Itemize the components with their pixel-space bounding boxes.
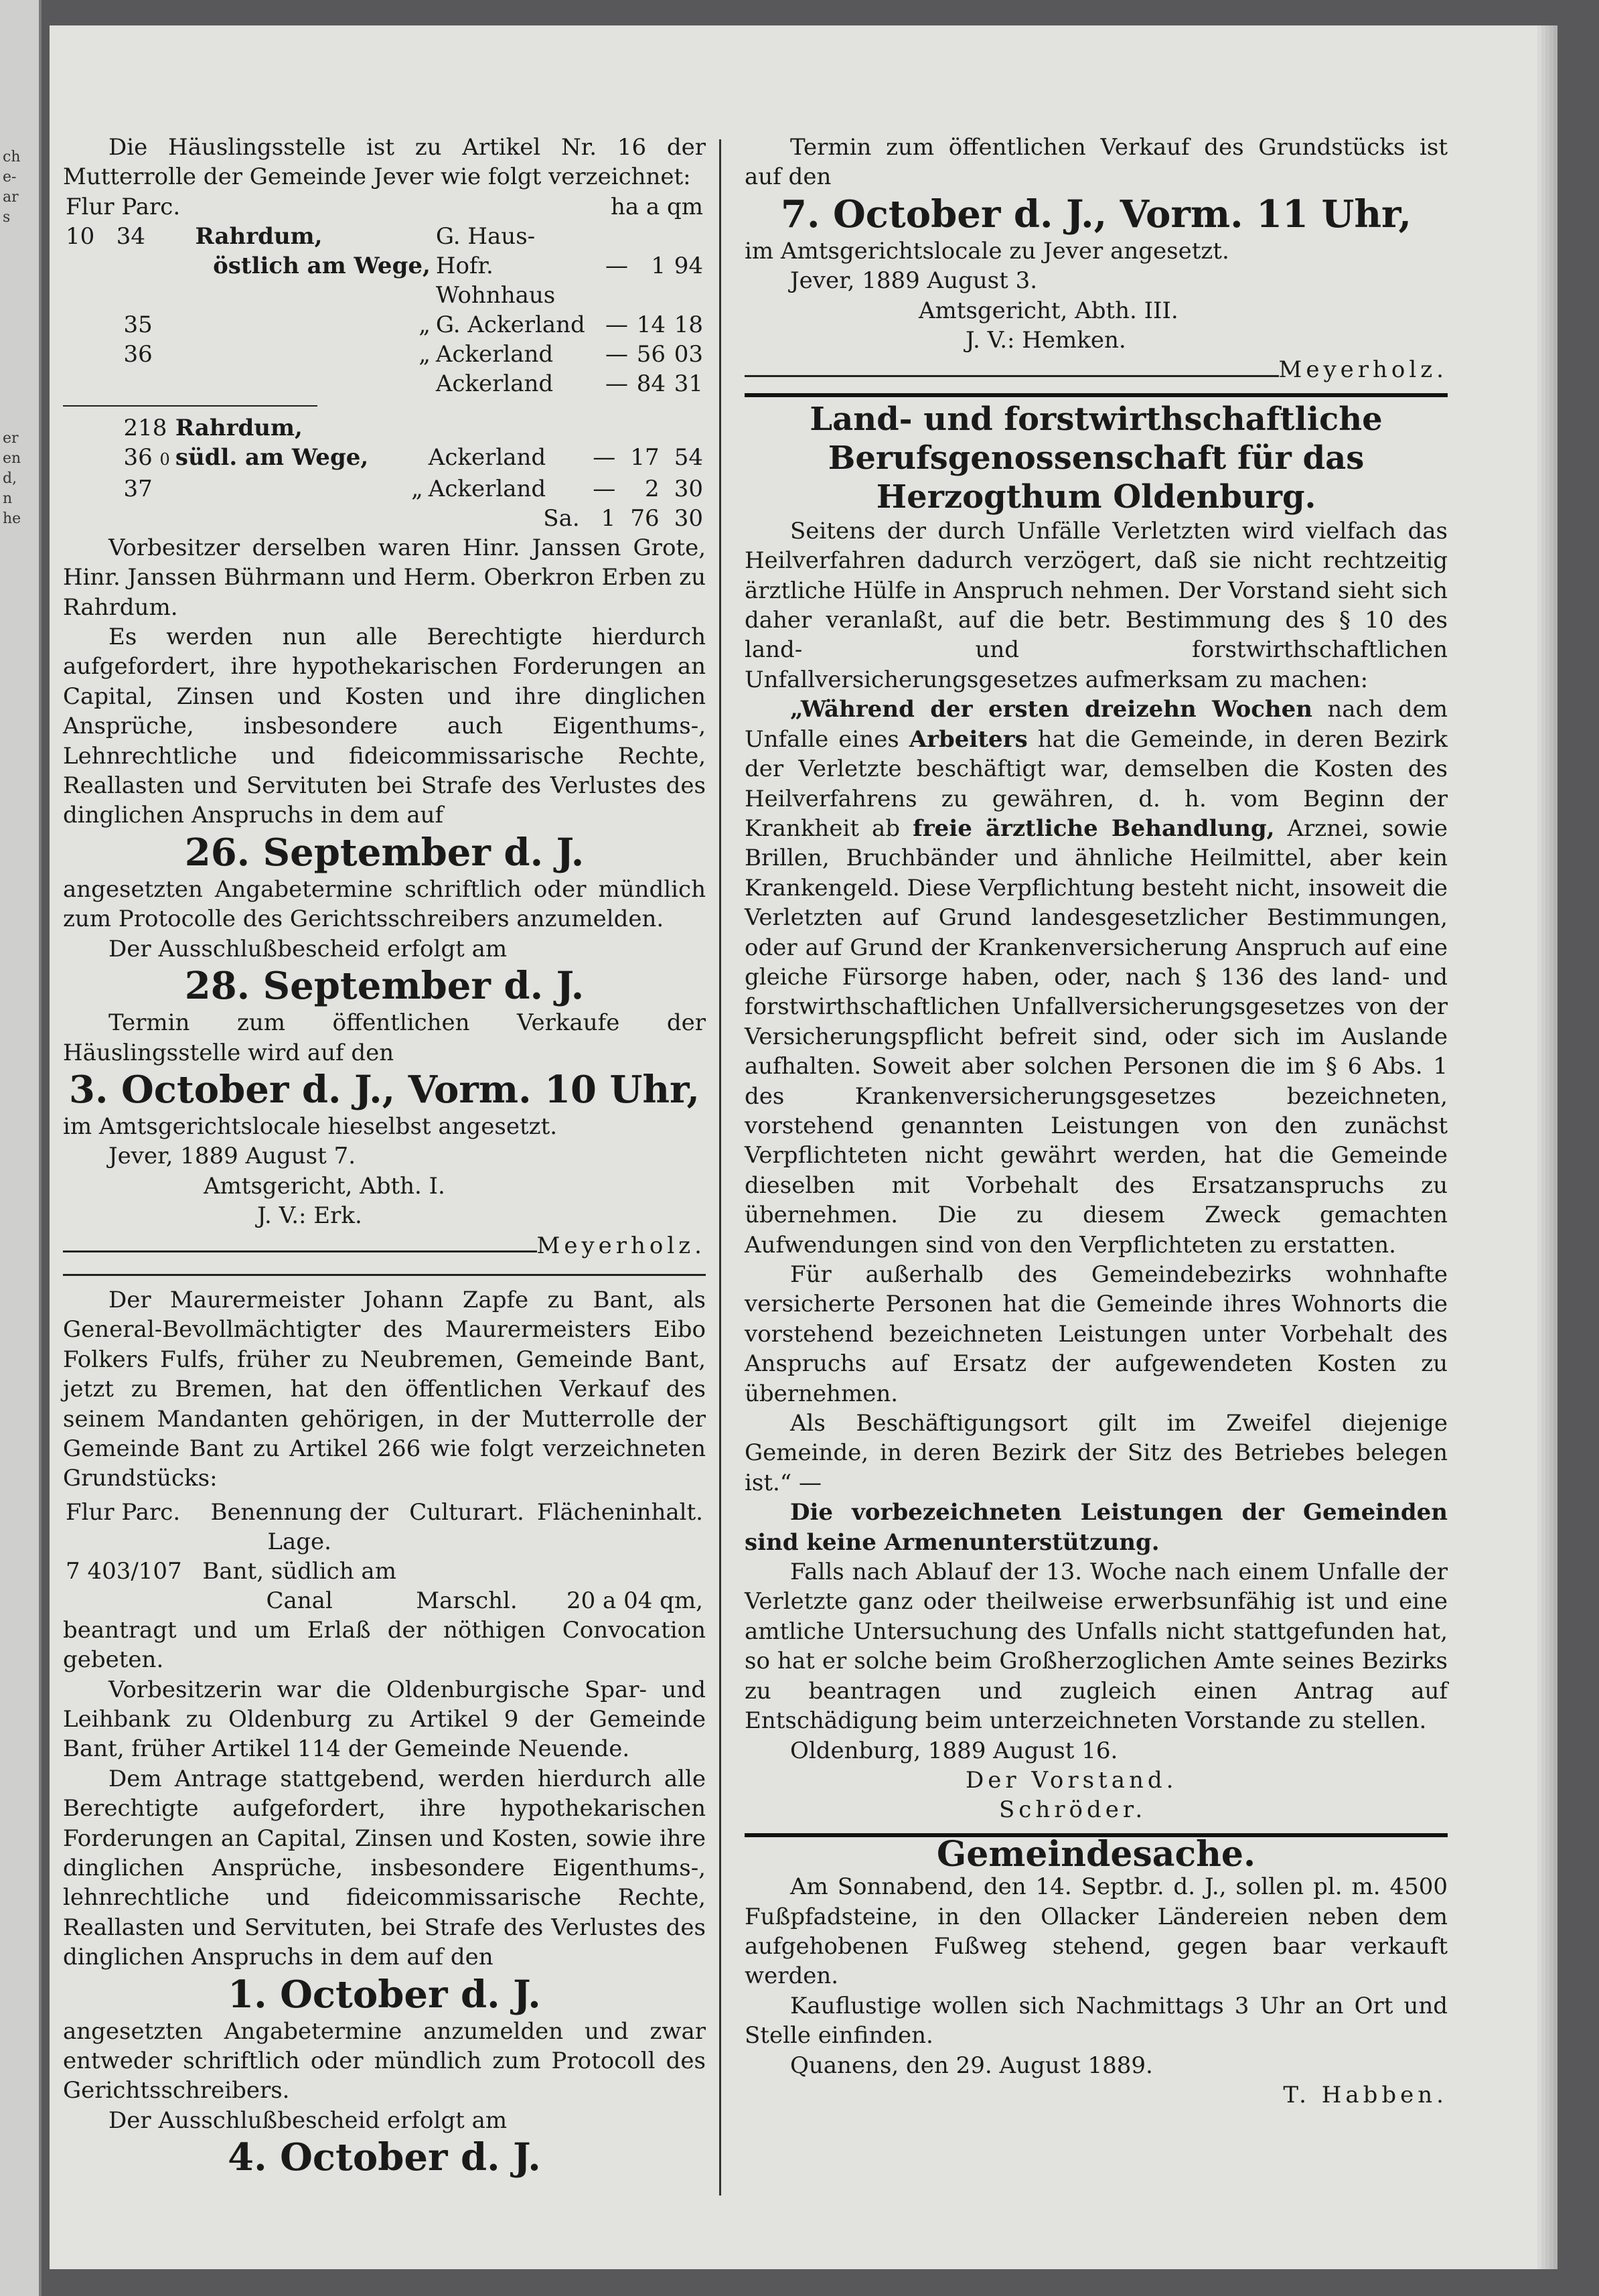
kultur-cell: Ackerland: [435, 370, 554, 397]
signature: J. V.: Hemken.: [966, 327, 1126, 354]
signature: T. Habben.: [1283, 2081, 1448, 2108]
date-heading: 1. October d. J.: [228, 1972, 541, 2017]
place-date: Jever, 1889 August 7.: [108, 1143, 356, 1170]
a-cell: 84: [636, 370, 666, 397]
qm-cell: 03: [674, 340, 703, 368]
section-divider: [63, 1274, 706, 1276]
lage-cell: „: [411, 475, 423, 502]
parc-cell: 35: [123, 311, 153, 338]
edge-fragment: er: [3, 430, 19, 447]
table-header-row: [63, 1498, 706, 1557]
court-name: Amtsgericht, Abth. III.: [919, 297, 1178, 324]
kultur-cell: Marschl.: [416, 1587, 518, 1614]
parc-cell: 36: [123, 443, 153, 471]
lage-cell: östlich am Wege,: [213, 252, 431, 279]
table-row: [63, 251, 706, 281]
notice-gemeindesache: [745, 1833, 1448, 2110]
paragraph: Der Maurermeister Johann Zapfe zu Bant, als General-Bevollmächtigter des Maurermeisters Eibo Folkers Fulfs, früher zu Neubremen, Gemeinde Bant, jetzt zu Bremen, hat den öffentlichen Verkauf des seinem Mandanten gehörigen, in der Mutterrolle der Gemeinde Bant zu Artikel 266 wie folgt verzeichneten Grundstücks:: [63, 1286, 706, 1492]
text-run: nach dem Unfalle eines: [745, 696, 1448, 753]
clerk-name: Meyerholz.: [1278, 356, 1448, 384]
paragraph: Vorbesitzer derselben waren Hinr. Janssen Grote, Hinr. Janssen Bührmann und Herm. Oberkron Erben zu Rahrdum.: [63, 534, 706, 621]
a-cell: 2: [644, 475, 660, 502]
parcel-table: [63, 192, 706, 399]
place-date: Quanens, den 29. August 1889.: [790, 2052, 1153, 2079]
lage-cell: „: [418, 340, 431, 368]
notice-berufsgenossenschaft: [745, 400, 1448, 1825]
paragraph: im Amtsgerichtslocale hieselbst angesetzt.: [63, 1113, 558, 1140]
parc-cell: 7 403/107: [66, 1557, 182, 1585]
table-header: Flächeninhalt.: [537, 1498, 703, 1526]
lage-cell: Rahrdum,: [175, 414, 303, 441]
edge-fragment: n: [3, 490, 13, 507]
ha-cell: —: [593, 475, 616, 502]
table-row: [63, 1586, 706, 1616]
kultur-cell: Ackerland: [428, 475, 546, 502]
adjacent-page-edge: [0, 0, 42, 2296]
qm-cell: 94: [674, 252, 703, 279]
fraction-mark: 0: [159, 449, 170, 469]
table-row: [63, 222, 706, 251]
paragraph: Seitens der durch Unfälle Verletzten wird vielfach das Heilverfahren dadurch verzögert, daß sie nicht rechtzeitig ärztliche Hülfe in Anspruch nehmen. Der Vorstand sieht sich daher veranlaßt, auf die betr. Bestimmung des § 10 des land- und forstwirthschaftlichen Unfallversicherungsgesetzes aufmerksam zu machen:: [745, 517, 1448, 693]
notice-jever-haeuslingsstelle: [63, 133, 706, 1261]
table-row: [63, 369, 706, 399]
ha-cell: —: [605, 252, 629, 279]
notice-bant-grundstueck: [63, 1285, 706, 2179]
paragraph: Der Ausschlußbescheid erfolgt am: [108, 935, 508, 962]
kultur-cell: Ackerland: [435, 340, 554, 368]
parcel-table-2: [63, 413, 706, 533]
sum-label: Sa.: [543, 504, 580, 532]
edge-fragment: he: [3, 510, 21, 527]
a-cell: 76: [630, 504, 660, 532]
date-heading: 28. September d. J.: [184, 964, 585, 1009]
clerk-name: Meyerholz.: [536, 1232, 706, 1259]
edge-fragment: s: [3, 209, 11, 226]
table-row: [63, 1557, 706, 1586]
a-cell: 1: [651, 252, 666, 279]
edge-fragment: d,: [3, 470, 17, 487]
paragraph: Termin zum öffentlichen Verkaufe der Häuslingsstelle wird auf den: [63, 1009, 706, 1066]
text-run: Arznei, sowie Brillen, Bruchbänder und ähnliche Heilmittel, aber kein Krankengeld. Diese Verpflichtung besteht nicht, insoweit die Verletzten auf Grund landesgesetzlicher Bestimmungen, oder auf Grund der Krankenversicherung Anspruch auf eine gleiche Fürsorge haben, oder, nach § 136 des land- und forstwirthschaftlichen Unfallversicherungsgesetzes von der Versicherungspflicht befreit sind, oder sich im Auslande aufhalten. Soweit aber solchen Personen die im § 6 Abs. 1 des Krankenversicherungsgesetzes bezeichneten, vorstehend genannten Leistungen von den zunächst Verpflichteten nicht gewährt werden, hat die Gemeinde dieselben mit Vorbehalt des Ersatzanspruchs zu übernehmen. Die zu diesem Zweck gemachten Aufwendungen sind von den Verpflichteten zu erstatten.: [745, 814, 1448, 1259]
table-header: Flur Parc.: [66, 1498, 181, 1526]
paragraph: Termin zum öffentlichen Verkauf des Grundstücks ist auf den: [745, 134, 1448, 191]
notice-intro: Die Häuslingsstelle ist zu Artikel Nr. 16 der Mutterrolle der Gemeinde Jever wie folgt verzeichnet:: [63, 134, 706, 191]
paragraph: angesetzten Angabetermine anzumelden und zwar entweder schriftlich oder mündlich zum Protocoll des Gerichtsschreibers.: [63, 2017, 706, 2104]
ha-cell: —: [605, 340, 629, 368]
left-column: [63, 133, 706, 2179]
table-header: Culturart.: [409, 1498, 524, 1526]
kultur-cell: G. Ackerland: [435, 311, 585, 338]
a-cell: 17: [630, 443, 660, 471]
kultur-cell: Ackerland: [428, 443, 546, 471]
place-date: Jever, 1889 August 3.: [790, 267, 1038, 295]
a-cell: 14: [636, 311, 666, 338]
flaeche-cell: 20 a 04 qm,: [566, 1587, 703, 1614]
text-run: hat die Gemeinde, in deren Bezirk der Verletzte beschäftigt war, demselben die Kosten des Heilverfahrens zu gewähren, d. h. vom Beginn der Krankheit ab: [745, 725, 1448, 842]
section-heading: Gemeindesache.: [936, 1833, 1256, 1875]
qm-cell: 30: [674, 475, 703, 502]
sum-row: [63, 504, 706, 533]
date-heading: 26. September d. J.: [184, 830, 585, 875]
newspaper-page: [50, 25, 1537, 2269]
table-header: Benennung der Lage.: [210, 1498, 388, 1555]
paragraph: beantragt und um Erlaß der nöthigen Convocation gebeten.: [63, 1616, 706, 1674]
paragraph: Der Ausschlußbescheid erfolgt am: [108, 2106, 508, 2134]
date-heading: 4. October d. J.: [228, 2135, 541, 2180]
clerk-row: [745, 355, 1448, 384]
paragraph: im Amtsgerichtslocale zu Jever angesetzt.: [745, 237, 1229, 265]
lage-cell: Rahrdum,: [195, 222, 323, 250]
ha-cell: 1: [601, 504, 616, 532]
edge-fragment: e-: [3, 169, 17, 186]
ha-cell: —: [593, 443, 616, 471]
date-heading: 7. October d. J., Vorm. 11 Uhr,: [781, 192, 1412, 236]
paragraph: Vorbesitzerin war die Oldenburgische Spar- und Leihbank zu Oldenburg zu Artikel 9 der Gemeinde Bant, früher Artikel 114 der Gemeinde Neuende.: [63, 1676, 706, 1763]
table-row: [63, 340, 706, 369]
section-heading: Land- und forstwirthschaftliche Berufsgenossenschaft für das Herzogthum Oldenburg.: [810, 400, 1383, 516]
paragraph: Kauflustige wollen sich Nachmittags 3 Uhr an Ort und Stelle einfinden.: [745, 1992, 1448, 2050]
divider: [63, 405, 317, 407]
lage-cell: „: [418, 311, 431, 338]
paragraph: Falls nach Ablauf der 13. Woche nach einem Unfalle der Verletzte ganz oder theilweise erwerbsunfähig ist und eine amtliche Untersuchung des Unfalls nicht stattgefunden hat, so hat er solche beim Großherzoglichen Amte seines Bezirks zu beantragen und zugleich einen Antrag auf Entschädigung beim unterzeichneten Vorstande zu stellen.: [745, 1559, 1448, 1735]
qm-cell: 54: [674, 443, 703, 471]
paragraph: Dem Antrage stattgebend, werden hierdurch alle Berechtigte aufgefordert, ihre hypothekarischen Forderungen an Capital, Zinsen und Kosten, sowie ihre dinglichen Ansprüche, insbesondere Eigenthums-, lehnrechtliche und fideicommissarische Rechte, Reallasten und Servituten, bei Strafe des Verlustes des dinglichen Anspruchs in dem auf den: [63, 1765, 706, 1971]
bold-paragraph: Die vorbezeichneten Leistungen der Gemeinden sind keine Armenunterstützung.: [745, 1499, 1448, 1556]
qm-cell: 18: [674, 311, 703, 338]
divider: [745, 375, 1279, 377]
parc-cell: 34: [116, 222, 145, 250]
lage-cell: südl. am Wege,: [175, 443, 369, 471]
qm-cell: 30: [674, 504, 703, 532]
parcel-table-bant: [63, 1498, 706, 1616]
ha-cell: —: [605, 370, 629, 397]
table-row: [63, 281, 706, 310]
emphasis: freie ärztliche Behandlung,: [913, 814, 1275, 842]
notice-jever-verkauf: [745, 133, 1448, 385]
court-name: Amtsgericht, Abth. I.: [204, 1172, 445, 1200]
ha-cell: —: [605, 311, 629, 338]
paragraph: Für außerhalb des Gemeindebezirks wohnhafte versicherte Personen hat die Gemeinde ihres Wohnorts die vorstehend bezeichneten Leistungen unter Vorbehalt des Anspruchs auf Ersatz der aufgewendeten Kosten zu übernehmen.: [745, 1261, 1448, 1407]
clerk-row: [63, 1231, 706, 1261]
table-row: [63, 443, 706, 474]
divider: [63, 1250, 537, 1252]
board-name: Der Vorstand.: [966, 1766, 1178, 1794]
paragraph: Am Sonnabend, den 14. Septbr. d. J., sollen pl. m. 4500 Fußpfadsteine, in den Ollacker Ländereien neben dem aufgehobenen Fußweg stehend, gegen baar verkauft werden.: [745, 1873, 1448, 1990]
signature: Schröder.: [999, 1796, 1147, 1824]
parc-cell: 37: [123, 475, 153, 502]
edge-fragment: en: [3, 450, 21, 467]
parc-cell: 36: [123, 340, 153, 368]
paragraph: angesetzten Angabetermine schriftlich oder mündlich zum Protocolle des Gerichtsschreibers anzumelden.: [63, 875, 706, 933]
kultur-cell: Hofr.: [435, 252, 493, 279]
flur-cell: 10: [66, 222, 95, 250]
signature: J. V.: Erk.: [257, 1202, 362, 1230]
table-row: [63, 413, 706, 443]
kultur-cell: Wohnhaus: [435, 281, 556, 309]
table-row: [63, 310, 706, 340]
table-header: ha a qm: [610, 193, 703, 220]
edge-fragment: ar: [3, 189, 19, 206]
paragraph: Es werden nun alle Berechtigte hierdurch aufgefordert, ihre hypothekarischen Forderungen an Capital, Zinsen und Kosten und ihre dinglichen Ansprüche, insbesondere auch Eigenthums-, Lehnrechtliche und fideicommissarische Rechte, Reallasten und Servituten bei Strafe des Verlustes des dinglichen Anspruchs in dem auf: [63, 624, 706, 829]
right-column: [745, 133, 1448, 2110]
column-divider: [719, 139, 721, 2196]
place-date: Oldenburg, 1889 August 16.: [790, 1737, 1118, 1764]
lage-cell: Bant, südlich am: [202, 1557, 396, 1585]
a-cell: 56: [636, 340, 666, 368]
paragraph: Als Beschäftigungsort gilt im Zweifel diejenige Gemeinde, in deren Bezirk der Sitz des Betriebes belegen ist.“ —: [745, 1410, 1448, 1496]
section-divider: [745, 393, 1448, 397]
table-header-row: [63, 192, 706, 222]
emphasis: Arbeiters: [909, 725, 1028, 753]
kultur-cell: G. Haus-: [435, 222, 536, 250]
date-heading: 3. October d. J., Vorm. 10 Uhr,: [69, 1067, 700, 1112]
table-header: Flur Parc.: [66, 193, 181, 220]
edge-fragment: ch: [3, 149, 21, 165]
lage-cell: Canal: [266, 1587, 333, 1614]
emphasis: „Während der ersten dreizehn Wochen: [790, 696, 1312, 723]
quoted-paragraph: [745, 695, 1448, 1260]
qm-cell: 31: [674, 370, 703, 397]
parc-cell: 218: [123, 414, 167, 441]
table-row: [63, 474, 706, 504]
